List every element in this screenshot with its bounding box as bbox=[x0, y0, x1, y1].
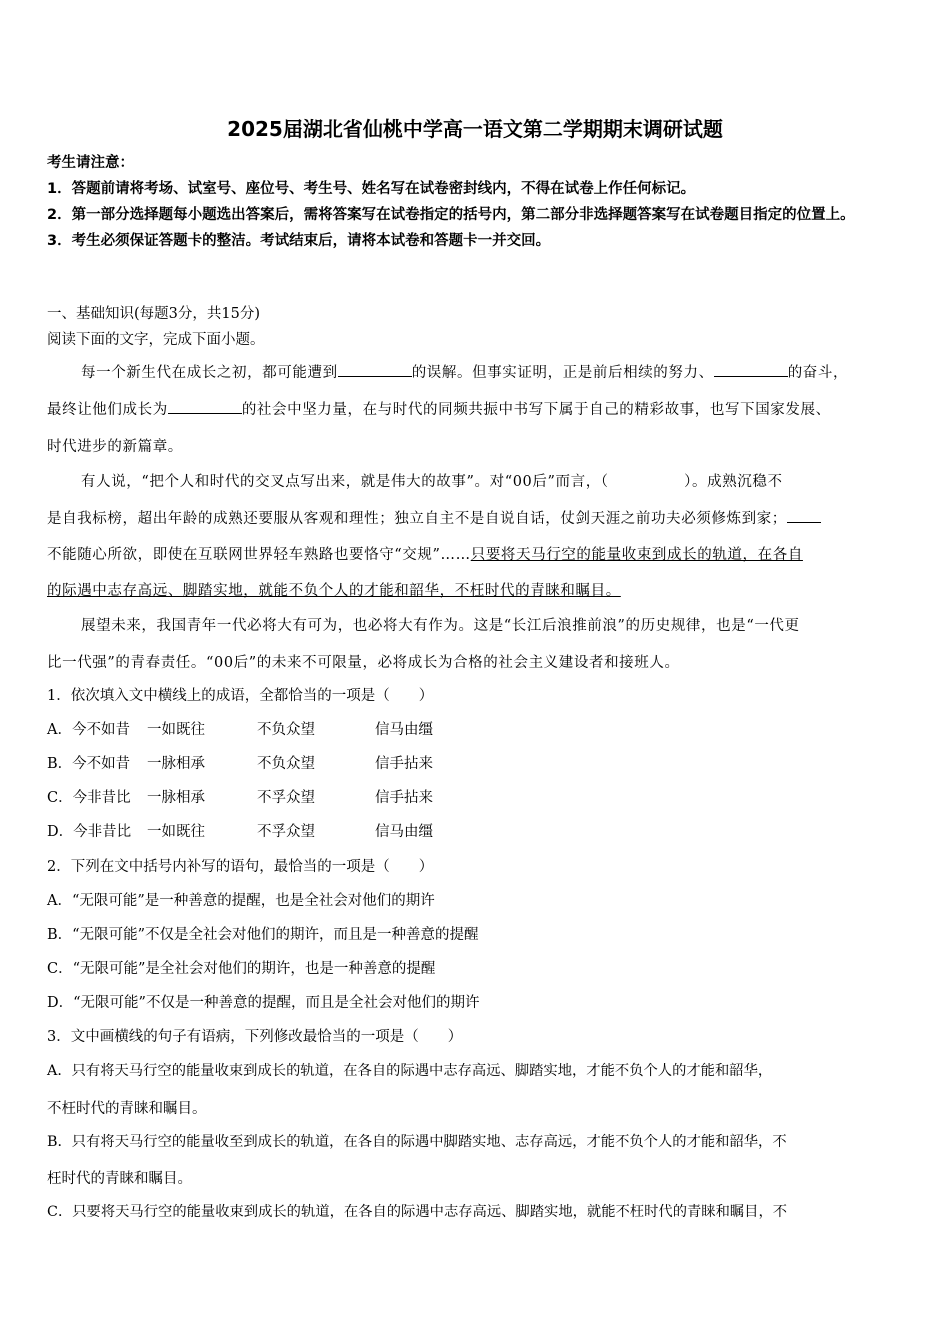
question-3-stem: 3．文中画横线的句子有语病，下列修改最恰当的一项是（ ） bbox=[47, 1029, 463, 1045]
passage-line: 有人说，“把个人和时代的交叉点写出来，就是伟大的故事”。对“00后”而言，（ ）。成熟沉稳不 bbox=[81, 474, 783, 490]
fill-blank bbox=[787, 510, 821, 523]
option-word: 信马由缰 bbox=[375, 824, 433, 840]
passage-text: 的误解。但事实证明，正是前后相续的努力、 bbox=[411, 365, 714, 381]
notice-item-1: 1．答题前请将考场、试室号、座位号、考生号、姓名写在试卷密封线内，不得在试卷上作任何标记。 bbox=[47, 181, 696, 197]
option-word: 不负众望 bbox=[257, 722, 315, 738]
passage-text: 每一个新生代在成长之初，都可能遭到 bbox=[81, 365, 338, 381]
passage-line bbox=[47, 543, 905, 564]
question-1-stem: 1．依次填入文中横线上的成语，全都恰当的一项是（ ） bbox=[47, 688, 434, 704]
passage-text: 的社会中坚力量，在与时代的同频共振中书写下属于自己的精彩故事，也写下国家发展、 bbox=[241, 402, 831, 418]
question-2-option-d: D．“无限可能”不仅是一种善意的提醒，而且是全社会对他们的期许 bbox=[47, 995, 480, 1011]
passage-line bbox=[81, 361, 939, 382]
question-1-option-d bbox=[47, 820, 905, 841]
passage-line: 展望未来，我国青年一代必将大有可为，也必将大有作为。这是“长江后浪推前浪”的历史规律，也是“一代更 bbox=[81, 618, 800, 634]
question-3-option-a: A．只有将天马行空的能量收束到成长的轨道，在各自的际遇中志存高远、脚踏实地，才能不负个人的才能和韶华， bbox=[47, 1063, 773, 1079]
passage-text: 最终让他们成长为 bbox=[47, 402, 168, 418]
fill-blank bbox=[714, 364, 788, 377]
notice-item-2: 2．第一部分选择题每小题选出答案后，需将答案写在试卷指定的括号内，第二部分非选择题答案写在试卷题目指定的位置上。 bbox=[47, 207, 855, 223]
passage-text: 的奋斗， bbox=[787, 365, 849, 381]
option-word: 信手拈来 bbox=[375, 790, 433, 806]
question-1-option-c bbox=[47, 786, 905, 807]
notice-item-3: 3．考生必须保证答题卡的整洁。考试结束后，请将本试卷和答题卡一并交回。 bbox=[47, 233, 551, 249]
notice-heading: 考生请注意： bbox=[47, 155, 134, 171]
underlined-sentence: 只要将天马行空的能量收束到成长的轨道，在各自 bbox=[470, 547, 803, 563]
section-instruction: 阅读下面的文字，完成下面小题。 bbox=[47, 332, 265, 348]
question-2-option-a: A．“无限可能”是一种善意的提醒，也是全社会对他们的期许 bbox=[47, 893, 435, 909]
option-word: 一如既往 bbox=[147, 722, 205, 738]
passage-line: 时代进步的新篇章。 bbox=[47, 439, 183, 455]
question-2-stem: 2．下列在文中括号内补写的语句，最恰当的一项是（ ） bbox=[47, 859, 434, 875]
question-1-option-a bbox=[47, 718, 905, 739]
passage-text: 是自我标榜，超出年龄的成熟还要服从客观和理性；独立自主不是自说自话，仗剑天涯之前功夫必须修炼到家； bbox=[47, 511, 787, 527]
notice-block bbox=[47, 150, 903, 254]
option-word: 一脉相承 bbox=[147, 756, 205, 772]
option-word: 一如既往 bbox=[147, 824, 205, 840]
underlined-sentence: 的际遇中志存高远、脚踏实地，就能不负个人的才能和韶华，不枉时代的青睐和瞩目。 bbox=[47, 583, 621, 599]
fill-blank bbox=[338, 364, 412, 377]
option-word: 信马由缰 bbox=[375, 722, 433, 738]
option-word: A．今不如昔 bbox=[47, 722, 130, 738]
question-3-option-b: B．只有将天马行空的能量收至到成长的轨道，在各自的际遇中脚踏实地、志存高远，才能不负个人的才能和韶华，不 bbox=[47, 1134, 787, 1150]
question-2-option-c: C．“无限可能”是全社会对他们的期许，也是一种善意的提醒 bbox=[47, 961, 436, 977]
fill-blank bbox=[168, 401, 242, 414]
question-3-option-b-cont: 枉时代的青睐和瞩目。 bbox=[47, 1171, 192, 1187]
question-3-option-c: C．只要将天马行空的能量收束到成长的轨道，在各自的际遇中志存高远、脚踏实地，就能不枉时代的青睐和瞩目，不 bbox=[47, 1204, 788, 1220]
document-title: 2025届湖北省仙桃中学高一语文第二学期期末调研试题 bbox=[227, 117, 723, 141]
option-word: 不负众望 bbox=[257, 756, 315, 772]
question-1-option-b bbox=[47, 752, 905, 773]
passage-line bbox=[47, 398, 905, 419]
option-word: C．今非昔比 bbox=[47, 790, 131, 806]
option-word: D．今非昔比 bbox=[47, 824, 132, 840]
option-word: 不孚众望 bbox=[257, 790, 315, 806]
option-word: 不孚众望 bbox=[257, 824, 315, 840]
option-word: 信手拈来 bbox=[375, 756, 433, 772]
question-2-option-b: B．“无限可能”不仅是全社会对他们的期许，而且是一种善意的提醒 bbox=[47, 927, 479, 943]
passage-text: 不能随心所欲，即使在互联网世界轻车熟路也要恪守“交规”…… bbox=[47, 547, 471, 563]
passage-line bbox=[47, 579, 905, 600]
passage-line: 比一代强”的青春责任。“00后”的未来不可限量，必将成长为合格的社会主义建设者和接班人。 bbox=[47, 655, 680, 671]
section-heading: 一、基础知识(每题3分，共15分) bbox=[47, 306, 260, 322]
question-3-option-a-cont: 不枉时代的青睐和瞩目。 bbox=[47, 1101, 207, 1117]
passage-line bbox=[47, 507, 905, 528]
option-word: B．今不如昔 bbox=[47, 756, 131, 772]
option-word: 一脉相承 bbox=[147, 790, 205, 806]
